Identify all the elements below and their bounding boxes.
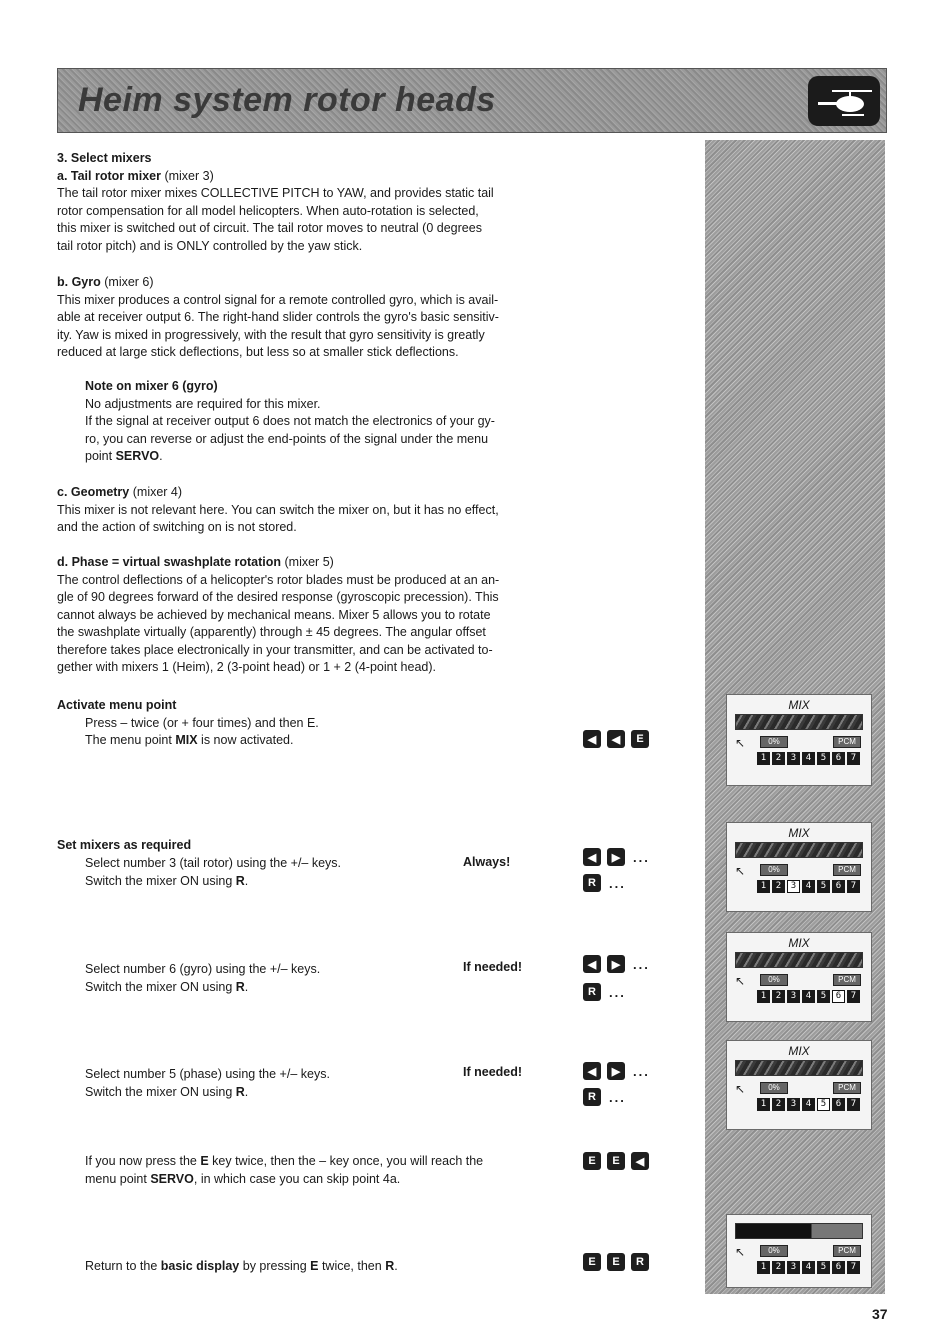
minus-key-icon[interactable]: ◀ bbox=[583, 1062, 601, 1080]
lcd-pcm: PCM bbox=[833, 1082, 861, 1094]
keys-step-phase-1 bbox=[583, 1062, 650, 1080]
lcd-digit: 2 bbox=[772, 990, 785, 1003]
condition-if-needed: If needed! bbox=[463, 1065, 523, 1079]
plus-key-icon[interactable]: ▶ bbox=[607, 955, 625, 973]
gyro-line: reduced at large stick deflections, but less so at smaller stick deflections. bbox=[57, 345, 459, 359]
continuation-dots: ... bbox=[609, 875, 626, 891]
lcd-mix-activated bbox=[726, 694, 872, 786]
note-line: point bbox=[85, 449, 116, 463]
lcd-percent: 0% bbox=[760, 864, 788, 876]
condition-always: Always! bbox=[463, 855, 511, 869]
continuation-dots: ... bbox=[609, 984, 626, 1000]
phase-subheading-rest: (mixer 5) bbox=[281, 555, 334, 569]
step-line: Select number 3 (tail rotor) using the +/– keys. bbox=[85, 856, 342, 870]
r-term: R bbox=[385, 1259, 395, 1273]
stick-icon: ↖ bbox=[735, 1082, 746, 1096]
stick-icon: ↖ bbox=[735, 974, 746, 988]
lcd-digit: 7 bbox=[847, 990, 860, 1003]
lcd-digit: 4 bbox=[802, 752, 815, 765]
lcd-digit: 6 bbox=[832, 752, 845, 765]
lcd-pcm: PCM bbox=[833, 736, 861, 748]
minus-key-icon[interactable]: ◀ bbox=[631, 1152, 649, 1170]
gyro-line: able at receiver output 6. The right-hand slider controls the gyro's basic sensitiv- bbox=[57, 310, 499, 324]
servo-term: SERVO bbox=[150, 1172, 194, 1186]
return-line-end: . bbox=[394, 1259, 398, 1273]
lcd-digit: 4 bbox=[802, 1098, 815, 1111]
keys-step-gyro-2 bbox=[583, 983, 626, 1001]
page-number: 37 bbox=[872, 1306, 888, 1322]
geometry-line: and the action of switching on is not stored. bbox=[57, 520, 297, 534]
keys-step-gyro-1 bbox=[583, 955, 650, 973]
tail-line: tail rotor pitch) and is ONLY controlled by the yaw stick. bbox=[57, 238, 363, 253]
geometry-line: This mixer is not relevant here. You can switch the mixer on, but it has no effect, bbox=[57, 502, 499, 517]
step-line: Switch the mixer ON using bbox=[85, 980, 236, 994]
step-gyro bbox=[85, 960, 320, 996]
keys-step-phase-2 bbox=[583, 1088, 626, 1106]
tail-subheading: a. Tail rotor mixer bbox=[57, 168, 161, 183]
lcd-digits bbox=[757, 880, 863, 893]
phase-line: the swashplate virtually (apparently) through ± 45 degrees. The angular offset bbox=[57, 625, 486, 639]
phase-line: gether with mixers 1 (Heim), 2 (3-point head) or 1 + 2 (4-point head). bbox=[57, 660, 436, 674]
lcd-digit: 1 bbox=[757, 1098, 770, 1111]
r-term: R bbox=[235, 1085, 245, 1099]
lcd-status-row bbox=[735, 972, 863, 990]
e-key-icon[interactable]: E bbox=[631, 730, 649, 748]
phase-line: cannot always be achieved by mechanical means. Mixer 5 allows you to rotate bbox=[57, 607, 491, 622]
lcd-status-row bbox=[735, 1243, 863, 1261]
e-term: E bbox=[310, 1259, 319, 1273]
lcd-percent: 0% bbox=[760, 1245, 788, 1257]
gyro-line: ity. Yaw is mixed in progressively, with the result that gyro sensitivity is greatly bbox=[57, 327, 485, 342]
keys-return bbox=[583, 1253, 649, 1271]
lcd-status-row bbox=[735, 862, 863, 880]
lcd-basic-display bbox=[726, 1214, 872, 1288]
keys-step-tail-2 bbox=[583, 874, 626, 892]
r-key-icon[interactable]: R bbox=[583, 983, 601, 1001]
step-tail bbox=[85, 854, 341, 890]
stick-icon: ↖ bbox=[735, 736, 746, 750]
lcd-digit: 3 bbox=[787, 990, 800, 1003]
lcd-title: MIX bbox=[788, 826, 810, 840]
lcd-bar bbox=[735, 1060, 863, 1076]
note-line: No adjustments are required for this mixer. bbox=[85, 396, 321, 411]
step-line-end: . bbox=[244, 980, 249, 994]
lcd-digit: 5 bbox=[817, 880, 830, 893]
lcd-digits bbox=[757, 990, 863, 1003]
activate-section bbox=[57, 697, 457, 750]
r-key-icon[interactable]: R bbox=[583, 1088, 601, 1106]
set-mixers-heading: Set mixers as required bbox=[57, 838, 192, 852]
r-term: R bbox=[235, 980, 245, 994]
tail-line: The tail rotor mixer mixes COLLECTIVE PITCH to YAW, and provides static tail bbox=[57, 186, 494, 200]
stick-icon: ↖ bbox=[735, 1245, 746, 1259]
lcd-digit: 2 bbox=[772, 752, 785, 765]
return-instruction bbox=[85, 1257, 398, 1275]
lcd-digit-selected: 6 bbox=[832, 990, 845, 1003]
lcd-bar bbox=[735, 714, 863, 730]
lcd-digit: 1 bbox=[757, 752, 770, 765]
step-line-end: . bbox=[244, 1085, 249, 1099]
continuation-dots: ... bbox=[633, 1063, 650, 1079]
note-line: If the signal at receiver output 6 does not match the electronics of your gy- bbox=[85, 414, 495, 428]
lcd-status-row bbox=[735, 1080, 863, 1098]
lcd-digit: 3 bbox=[787, 1098, 800, 1111]
return-line: by pressing bbox=[239, 1259, 311, 1273]
minus-key-icon[interactable]: ◀ bbox=[583, 730, 601, 748]
e-term: E bbox=[200, 1154, 209, 1168]
mix-term: MIX bbox=[175, 733, 198, 747]
lcd-digit: 6 bbox=[832, 1098, 845, 1111]
section-gyro bbox=[57, 274, 567, 362]
return-line: twice, then bbox=[318, 1259, 386, 1273]
lcd-digit: 2 bbox=[772, 1261, 785, 1274]
gyro-subheading: b. Gyro bbox=[57, 275, 101, 289]
lcd-digit: 6 bbox=[832, 880, 845, 893]
lcd-digits bbox=[757, 1261, 863, 1274]
tail-subheading-rest: (mixer 3) bbox=[160, 168, 214, 183]
lcd-digit: 7 bbox=[847, 752, 860, 765]
helicopter-icon bbox=[808, 76, 880, 126]
minus-key-icon[interactable]: ◀ bbox=[607, 730, 625, 748]
lcd-mix-6 bbox=[726, 932, 872, 1022]
phase-line: The control deflections of a helicopter's rotor blades must be produced at an an- bbox=[57, 572, 500, 587]
continuation-dots: ... bbox=[633, 956, 650, 972]
note-line-end: . bbox=[159, 449, 163, 463]
lcd-percent: 0% bbox=[760, 974, 788, 986]
lcd-digit-selected: 3 bbox=[787, 880, 800, 893]
lcd-title: MIX bbox=[788, 1044, 810, 1058]
lcd-digit: 6 bbox=[832, 1261, 845, 1274]
lcd-pcm: PCM bbox=[833, 864, 861, 876]
geometry-subheading-rest: (mixer 4) bbox=[129, 485, 183, 499]
phase-line: gle of 90 degrees forward of the desired response (gyroscopic precession). This bbox=[57, 590, 499, 604]
lcd-mix-3 bbox=[726, 822, 872, 912]
lcd-status-row bbox=[735, 734, 863, 752]
basic-display-term: basic display bbox=[160, 1259, 240, 1273]
lcd-digit: 5 bbox=[817, 1261, 830, 1274]
lcd-digit: 5 bbox=[817, 752, 830, 765]
tail-line: rotor compensation for all model helicopters. When auto-rotation is selected, bbox=[57, 203, 479, 218]
step-line: Select number 6 (gyro) using the +/– keys. bbox=[85, 962, 321, 976]
lcd-digit: 5 bbox=[817, 990, 830, 1003]
e-key-icon[interactable]: E bbox=[583, 1253, 601, 1271]
hint-line: If you now press the bbox=[85, 1154, 201, 1168]
step-line: Switch the mixer ON using bbox=[85, 874, 236, 888]
continuation-dots: ... bbox=[609, 1089, 626, 1105]
plus-key-icon[interactable]: ▶ bbox=[607, 1062, 625, 1080]
r-key-icon[interactable]: R bbox=[583, 874, 601, 892]
lcd-title: MIX bbox=[788, 698, 810, 712]
phase-subheading: d. Phase = virtual swashplate rotation bbox=[57, 555, 282, 569]
lcd-percent: 0% bbox=[760, 736, 788, 748]
r-term: R bbox=[235, 874, 245, 888]
lcd-digit: 7 bbox=[847, 880, 860, 893]
activate-keys bbox=[583, 730, 649, 748]
step-line: Select number 5 (phase) using the +/– keys. bbox=[85, 1067, 330, 1081]
gyro-subheading-rest: (mixer 6) bbox=[100, 275, 154, 289]
e-key-icon[interactable]: E bbox=[583, 1152, 601, 1170]
e-key-icon[interactable]: E bbox=[607, 1253, 625, 1271]
step-phase bbox=[85, 1065, 330, 1101]
continuation-dots: ... bbox=[633, 849, 650, 865]
activate-heading: Activate menu point bbox=[57, 698, 177, 712]
lcd-mix-5 bbox=[726, 1040, 872, 1130]
lcd-digit: 1 bbox=[757, 880, 770, 893]
set-mixers-heading-block bbox=[57, 837, 457, 855]
section-tail-rotor bbox=[57, 150, 567, 255]
section-phase bbox=[57, 554, 567, 677]
phase-line: therefore takes place electronically in your transmitter, and can be activated to- bbox=[57, 642, 493, 657]
condition-if-needed: If needed! bbox=[463, 960, 523, 974]
lcd-digit: 4 bbox=[802, 990, 815, 1003]
lcd-digit: 1 bbox=[757, 1261, 770, 1274]
geometry-subheading: c. Geometry bbox=[57, 485, 130, 499]
plus-key-icon[interactable]: ▶ bbox=[607, 848, 625, 866]
activate-line: The menu point bbox=[85, 733, 176, 747]
page-banner bbox=[57, 68, 887, 133]
lcd-digit: 4 bbox=[802, 1261, 815, 1274]
keys-servo-hint bbox=[583, 1152, 649, 1170]
gyro-line: This mixer produces a control signal for a remote controlled gyro, which is avail- bbox=[57, 292, 499, 307]
lcd-bar bbox=[735, 1223, 863, 1239]
lcd-percent: 0% bbox=[760, 1082, 788, 1094]
step-line: Switch the mixer ON using bbox=[85, 1085, 236, 1099]
e-key-icon[interactable]: E bbox=[607, 1152, 625, 1170]
note-gyro bbox=[85, 378, 565, 466]
lcd-bar bbox=[735, 952, 863, 968]
banner-title: Heim system rotor heads bbox=[78, 81, 496, 119]
minus-key-icon[interactable]: ◀ bbox=[583, 955, 601, 973]
lcd-digit: 2 bbox=[772, 880, 785, 893]
lcd-digit: 7 bbox=[847, 1261, 860, 1274]
lcd-digit: 2 bbox=[772, 1098, 785, 1111]
servo-hint bbox=[85, 1152, 565, 1188]
lcd-digit: 4 bbox=[802, 880, 815, 893]
lcd-digit-selected: 5 bbox=[817, 1098, 830, 1111]
note-line: ro, you can reverse or adjust the end-points of the signal under the menu bbox=[85, 431, 489, 446]
activate-line-end: is now activated. bbox=[197, 733, 294, 747]
lcd-digits bbox=[757, 1098, 863, 1111]
lcd-digit: 3 bbox=[787, 752, 800, 765]
lcd-bar bbox=[735, 842, 863, 858]
lcd-digit: 7 bbox=[847, 1098, 860, 1111]
return-line: Return to the bbox=[85, 1259, 161, 1273]
hint-line: key twice, then the – key once, you will reach the bbox=[208, 1154, 484, 1168]
section-geometry bbox=[57, 484, 567, 537]
tail-line: this mixer is switched out of circuit. The tail rotor moves to neutral (0 degrees bbox=[57, 221, 482, 235]
lcd-pcm: PCM bbox=[833, 974, 861, 986]
lcd-title: MIX bbox=[788, 936, 810, 950]
activate-line: Press – twice (or + four times) and then E. bbox=[85, 715, 319, 730]
lcd-digit: 1 bbox=[757, 990, 770, 1003]
hint-line: , in which case you can skip point 4a. bbox=[193, 1172, 401, 1186]
lcd-digit: 3 bbox=[787, 1261, 800, 1274]
section-heading: 3. Select mixers bbox=[57, 151, 152, 165]
r-key-icon[interactable]: R bbox=[631, 1253, 649, 1271]
lcd-pcm: PCM bbox=[833, 1245, 861, 1257]
hint-line: menu point bbox=[85, 1172, 151, 1186]
minus-key-icon[interactable]: ◀ bbox=[583, 848, 601, 866]
stick-icon: ↖ bbox=[735, 864, 746, 878]
keys-step-tail-1 bbox=[583, 848, 650, 866]
lcd-digits bbox=[757, 752, 863, 765]
step-line-end: . bbox=[244, 874, 249, 888]
note-heading: Note on mixer 6 (gyro) bbox=[85, 379, 218, 393]
servo-term: SERVO bbox=[115, 449, 160, 463]
